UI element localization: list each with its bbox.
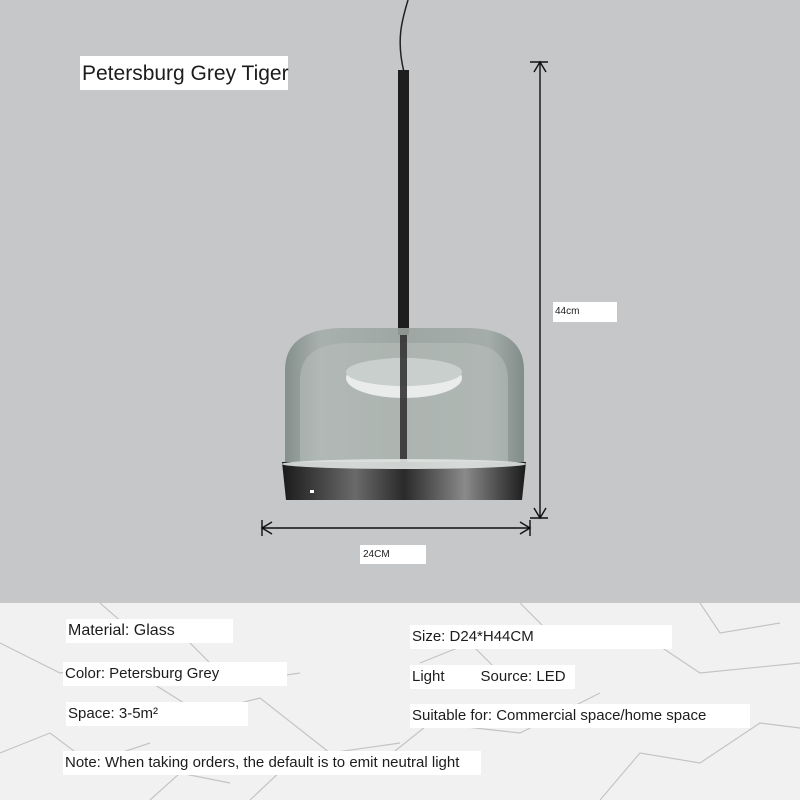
spec-light (410, 665, 575, 689)
width-dimension-line (262, 520, 530, 536)
spec-size: Size: D24*H44CM (410, 625, 672, 649)
metal-rod (398, 70, 409, 335)
spec-color: Color: Petersburg Grey (63, 662, 287, 686)
spec-light-source: Source: LED (480, 668, 566, 685)
height-label: 44cm (553, 302, 617, 322)
spec-suitable: Suitable for: Commercial space/home space (410, 704, 750, 728)
height-dimension-line (530, 62, 548, 518)
order-note: Note: When taking orders, the default is to emit neutral light (63, 751, 481, 775)
spec-material: Material: Glass (66, 619, 233, 643)
width-label: 24CM (360, 545, 426, 564)
spec-light-label: Light (412, 668, 445, 685)
power-cable (400, 0, 408, 72)
product-title: Petersburg Grey Tiger (80, 56, 288, 90)
spec-space: Space: 3-5m² (66, 702, 248, 726)
